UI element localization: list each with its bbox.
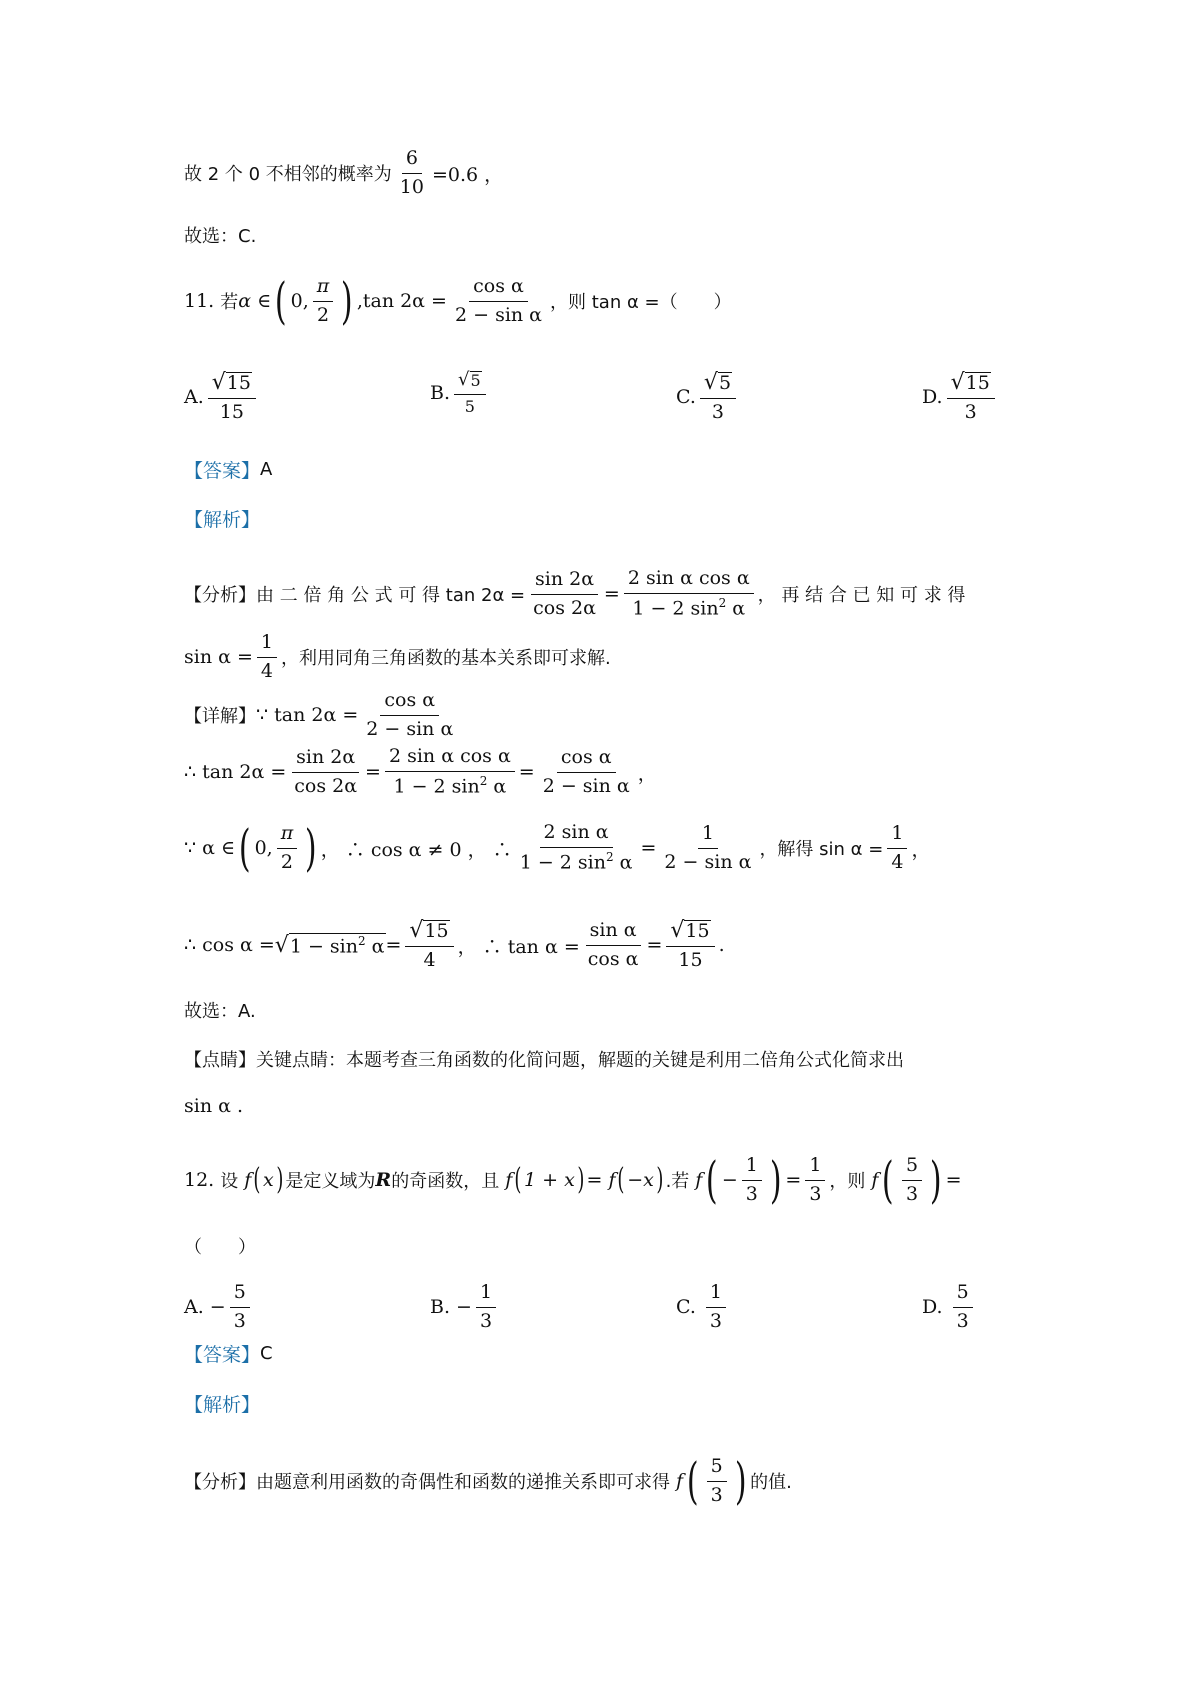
analysis-11: 【分析】 由 二 倍 角 公 式 可 得 tan 2α = $\frac{\sin 2\alpha}{\cos 2\alpha}$ = $\frac{\text{2 sin α cos α}}{1 - 2 \sin^2 \alpha}$ ， 再 结 合 已 知 可 求 得	[184, 567, 966, 620]
detail-11-line1: 【详解】 ∵ tan 2α = $\frac{\text{cos α}}{\text{2 − sin α}}$	[184, 689, 454, 740]
question-11: 11. 若 α ∈ ( 0, $\frac{\pi}{2}$ ) ,tan 2α = $\frac{\text{cos α}}{\text{2 − sin α}}$ ，则 tan α =（ ）	[184, 272, 732, 331]
option-c: C. √ 5 3	[676, 370, 740, 424]
dianjing-11: 【点睛】 关键点睛：本题考查三角函数的化简问题，解题的关键是利用二倍角公式化简求出	[184, 1050, 904, 1071]
detail-11-line4: ∴ cos α = √ $1 - \sin^2 \alpha$ = √ 15 4 ， ∴ tan α = $\frac{\text{sin α}}{\text{cos α}}$ = √ 15 15 .	[184, 918, 725, 972]
text-line: 故 2 个 0 不相邻的概率为 $\frac{6}{10}$ =0.6 ，	[184, 147, 504, 198]
analysis-12: 【分析】 由题意利用函数的奇偶性和函数的递推关系即可求得 f ( $\frac{5}{3}$ ) 的值.	[184, 1452, 792, 1511]
option-a: A. − $\frac{5}{3}$	[184, 1282, 254, 1333]
detail-11-line2: ∴ tan 2α = $\frac{\sin 2\alpha}{\cos 2\alpha}$ = $\frac{\text{2 sin α cos α}}{1 - 2 \sin^2 \alpha}$ = $\frac{\text{cos α}}{\text{2 − sin α}}$ ，	[184, 745, 657, 798]
option-b: B. − $\frac{1}{3}$	[430, 1282, 500, 1333]
fraction: $\frac{6}{10}$	[399, 147, 424, 198]
answer-12: 【答案】 C	[184, 1343, 273, 1366]
option-c: C. $\frac{1}{3}$	[676, 1282, 730, 1333]
option-a: A. √ 15 15	[184, 370, 260, 424]
option-d: D. $\frac{5}{3}$	[922, 1282, 977, 1333]
text-line: 故选：C.	[184, 226, 257, 247]
jiexi-12: 【解析】	[184, 1394, 261, 1416]
jiexi-11: 【解析】	[184, 509, 261, 531]
answer-11: 【答案】 A	[184, 459, 273, 482]
analysis-11-line2: sin α = $\frac{1}{4}$ ，利用同角三角函数的基本关系即可求解.	[184, 631, 611, 682]
question-12-paren: （ ）	[184, 1237, 256, 1258]
choose-11: 故选：A.	[184, 1001, 256, 1022]
question-12: 12. 设 f ( x ) 是定义域为 R 的奇函数，且 f ( 1 + x ) = f ( −x ) .若 f ( − $\frac{1}{3}$ ) = $\frac{1}{3}$ ，则 f ( $\frac{5}{3}$ ) =	[184, 1151, 962, 1210]
option-b: B. √ 5 5	[430, 370, 490, 416]
option-d: D. √ 15 3	[922, 370, 999, 424]
detail-11-line3: ∵ α ∈ ( 0, $\frac{\pi}{2}$ ) ， ∴ cos α ≠ 0 ， ∴ $\frac{\text{2 sin α}}{1 - 2 \sin^2 \alpha}$ = $\frac{1}{\text{2 − sin α}}$ ，解得 sin α = $\frac{1}{4}$ ，	[184, 819, 931, 877]
dianjing-11-line2: sin α .	[184, 1095, 244, 1117]
